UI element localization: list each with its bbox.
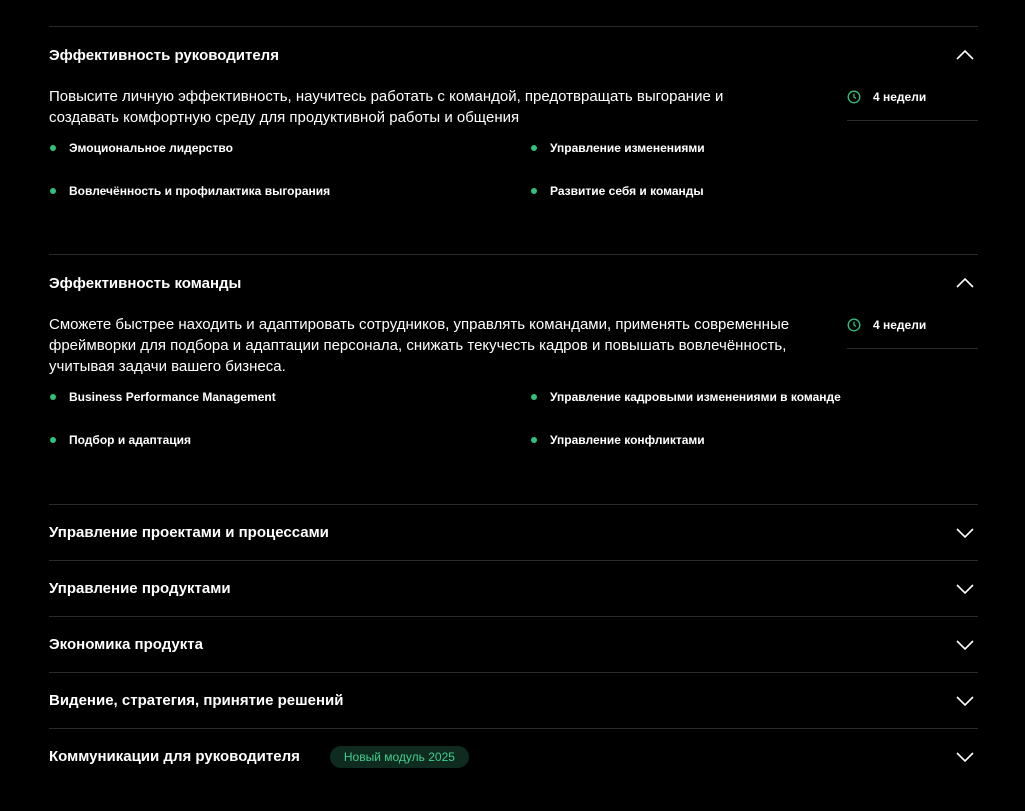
module-section-products <box>49 561 978 616</box>
chevron-down-icon[interactable] <box>955 579 975 599</box>
topic-item <box>530 418 978 461</box>
module-header[interactable] <box>49 505 978 560</box>
chevron-down-icon[interactable] <box>955 635 975 655</box>
topic-label: Управление изменениями <box>550 140 705 155</box>
bullet-dot <box>531 188 537 194</box>
topic-label: Подбор и адаптация <box>69 432 192 447</box>
module-title: Эффективность команды <box>49 274 242 292</box>
topic-label: Развитие себя и команды <box>550 183 704 198</box>
topic-item <box>49 126 530 169</box>
bullet-dot <box>531 394 537 400</box>
module-section-projects <box>49 505 978 560</box>
module-header[interactable] <box>49 729 978 784</box>
topic-item <box>49 375 530 418</box>
module-section-communications <box>49 729 978 784</box>
module-duration <box>847 315 978 377</box>
topic-label: Вовлечённость и профилактика выгорания <box>69 183 331 198</box>
clock-icon <box>847 318 861 332</box>
module-description: Сможете быстрее находить и адаптировать сотрудников, управлять командами, применять современные фреймворки для подбора и адаптации персонала, снижать текучесть кадров и повышать вовлечённость, учитывая задачи вашего бизнеса. <box>49 316 790 375</box>
module-section-product-economics <box>49 617 978 672</box>
module-title-wrap <box>49 746 469 768</box>
bullet-dot <box>531 437 537 443</box>
duration-label: 4 недели <box>873 318 927 332</box>
topic-label: Business Performance Management <box>69 389 276 404</box>
duration-label: 4 недели <box>873 90 927 104</box>
chevron-up-icon[interactable] <box>955 273 975 293</box>
module-header[interactable] <box>49 617 978 672</box>
topic-item <box>530 126 978 169</box>
module-duration <box>847 87 978 128</box>
new-module-badge: Новый модуль 2025 <box>330 746 469 768</box>
bullet-dot <box>50 188 56 194</box>
topic-item <box>530 375 978 418</box>
chevron-down-icon[interactable] <box>955 691 975 711</box>
module-title: Экономика продукта <box>49 636 203 653</box>
bullet-dot <box>531 145 537 151</box>
topic-label: Управление конфликтами <box>550 432 705 447</box>
topic-item <box>49 169 530 212</box>
chevron-up-icon[interactable] <box>955 45 975 65</box>
topic-item <box>530 169 978 212</box>
topic-label: Эмоциональное лидерство <box>69 140 233 155</box>
module-section-team-efficiency <box>49 255 978 504</box>
chevron-down-icon[interactable] <box>955 523 975 543</box>
topic-item <box>49 418 530 461</box>
module-title: Эффективность руководителя <box>49 46 279 64</box>
topic-label: Управление кадровыми изменениями в команде <box>550 389 841 404</box>
module-header[interactable] <box>49 561 978 616</box>
module-title: Коммуникации для руководителя <box>49 748 300 765</box>
module-header[interactable] <box>49 27 978 83</box>
module-topics <box>49 387 978 461</box>
chevron-down-icon[interactable] <box>955 747 975 767</box>
module-header[interactable] <box>49 255 978 311</box>
module-section-vision-strategy <box>49 673 978 728</box>
module-header[interactable] <box>49 673 978 728</box>
module-description: Повысите личную эффективность, научитесь работать с командой, предотвращать выгорание и создавать комфортную среду для продуктивной работы и общения <box>49 88 724 126</box>
clock-icon <box>847 90 861 104</box>
module-title: Видение, стратегия, принятие решений <box>49 692 344 709</box>
program-modules-accordion <box>49 26 978 784</box>
bullet-dot <box>50 145 56 151</box>
bullet-dot <box>50 437 56 443</box>
module-title: Управление проектами и процессами <box>49 524 329 541</box>
module-section-leader-efficiency <box>49 27 978 254</box>
bullet-dot <box>50 394 56 400</box>
duration-divider <box>847 120 978 121</box>
module-title: Управление продуктами <box>49 580 231 597</box>
module-topics <box>49 138 978 212</box>
duration-divider <box>847 348 978 349</box>
